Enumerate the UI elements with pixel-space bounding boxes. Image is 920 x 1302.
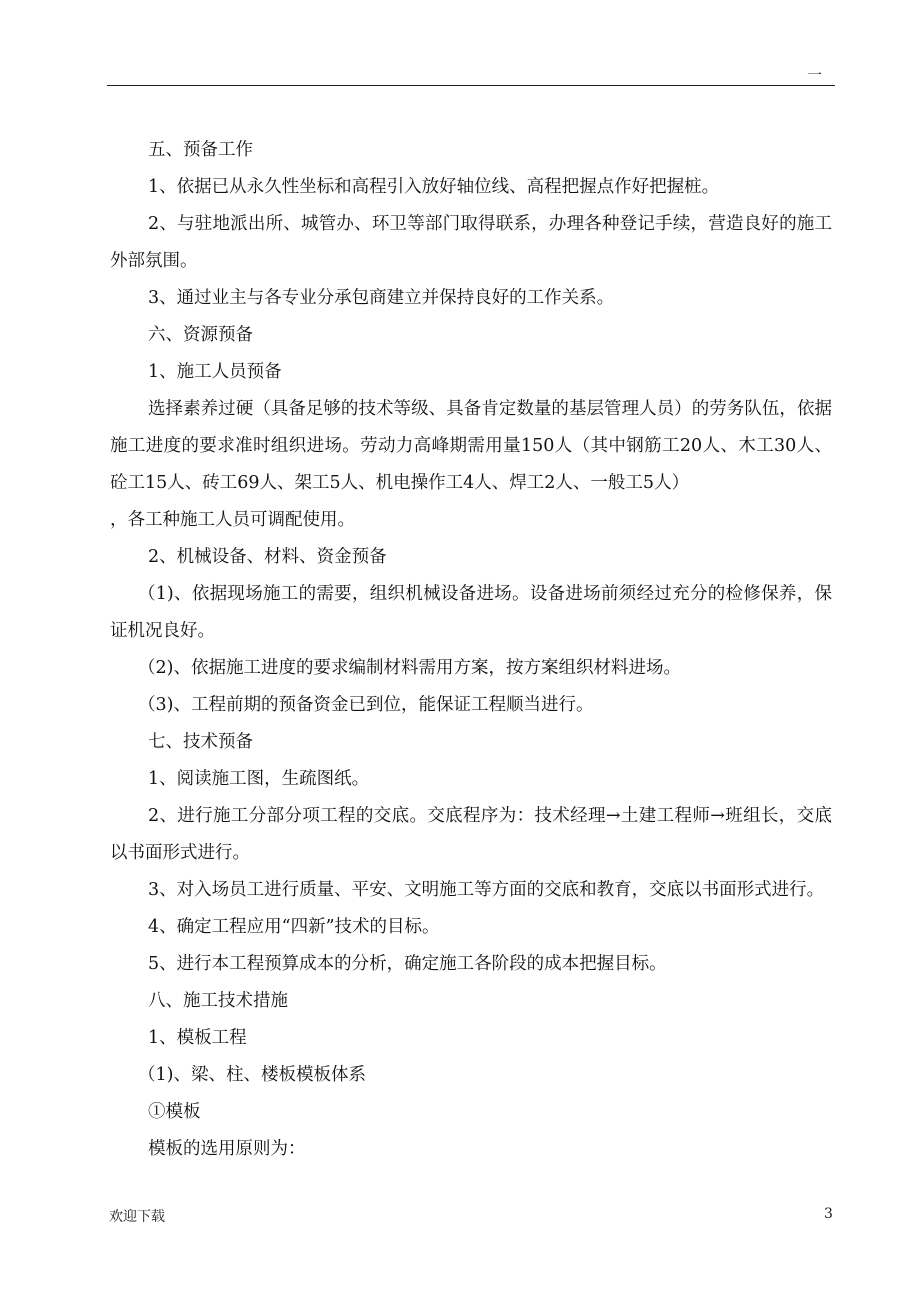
paragraph: ，各工种施工人员可调配使用。: [110, 510, 355, 530]
subheading: 1、施工人员预备: [148, 362, 282, 382]
section-heading-measures: 八、施工技术措施: [148, 991, 288, 1011]
paragraph: 模板的选用原则为：: [148, 1139, 306, 1159]
document-body: [110, 132, 832, 1168]
paragraph: （1)、依据现场施工的需要，组织机械设备进场。设备进场前须经过充分的检修保养，保证机况良好。: [110, 584, 832, 641]
paragraph: 5、进行本工程预算成本的分析，确定施工各阶段的成本把握目标。: [148, 954, 667, 974]
paragraph: 2、进行施工分部分项工程的交底。交底程序为：技术经理→土建工程师→班组长，交底以书面形式进行。: [110, 806, 832, 863]
paragraph: 2、与驻地派出所、城管办、环卫等部门取得联系，办理各种登记手续，营造良好的施工外部氛围。: [110, 214, 832, 271]
paragraph: （2)、依据施工进度的要求编制材料需用方案，按方案组织材料进场。: [138, 658, 681, 678]
paragraph: 1、依据已从永久性坐标和高程引入放好轴位线、高程把握点作好把握桩。: [148, 177, 720, 197]
header-mark: 一: [806, 66, 822, 84]
subheading: 2、机械设备、材料、资金预备: [148, 547, 387, 567]
page-number: 3: [824, 1206, 833, 1222]
footer-download-label: 欢迎下载: [109, 1209, 165, 1225]
paragraph: （3)、工程前期的预备资金已到位，能保证工程顺当进行。: [138, 695, 594, 715]
subheading: ①模板: [148, 1102, 201, 1122]
paragraph: 3、对入场员工进行质量、平安、文明施工等方面的交底和教育，交底以书面形式进行。: [148, 880, 825, 900]
paragraph: 选择素养过硬（具备足够的技术等级、具备肯定数量的基层管理人员）的劳务队伍，依据施工进度的要求准时组织进场。劳动力高峰期需用量150人（其中钢筋工20人、木工30人、砼工15人、砖工69人、架工5人、机电操作工4人、焊工2人、一般工5人）: [110, 399, 832, 493]
section-heading-resources: 六、资源预备: [148, 325, 253, 345]
section-heading-preparation: 五、预备工作: [148, 140, 253, 160]
subheading: 1、模板工程: [148, 1028, 247, 1048]
section-heading-technical: 七、技术预备: [148, 732, 253, 752]
header-rule: [107, 85, 835, 86]
paragraph: 4、确定工程应用“四新”技术的目标。: [148, 917, 440, 937]
paragraph: 3、通过业主与各专业分承包商建立并保持良好的工作关系。: [148, 288, 615, 308]
paragraph: 1、阅读施工图，生疏图纸。: [148, 769, 370, 789]
subheading: （1)、梁、柱、楼板模板体系: [138, 1065, 366, 1085]
